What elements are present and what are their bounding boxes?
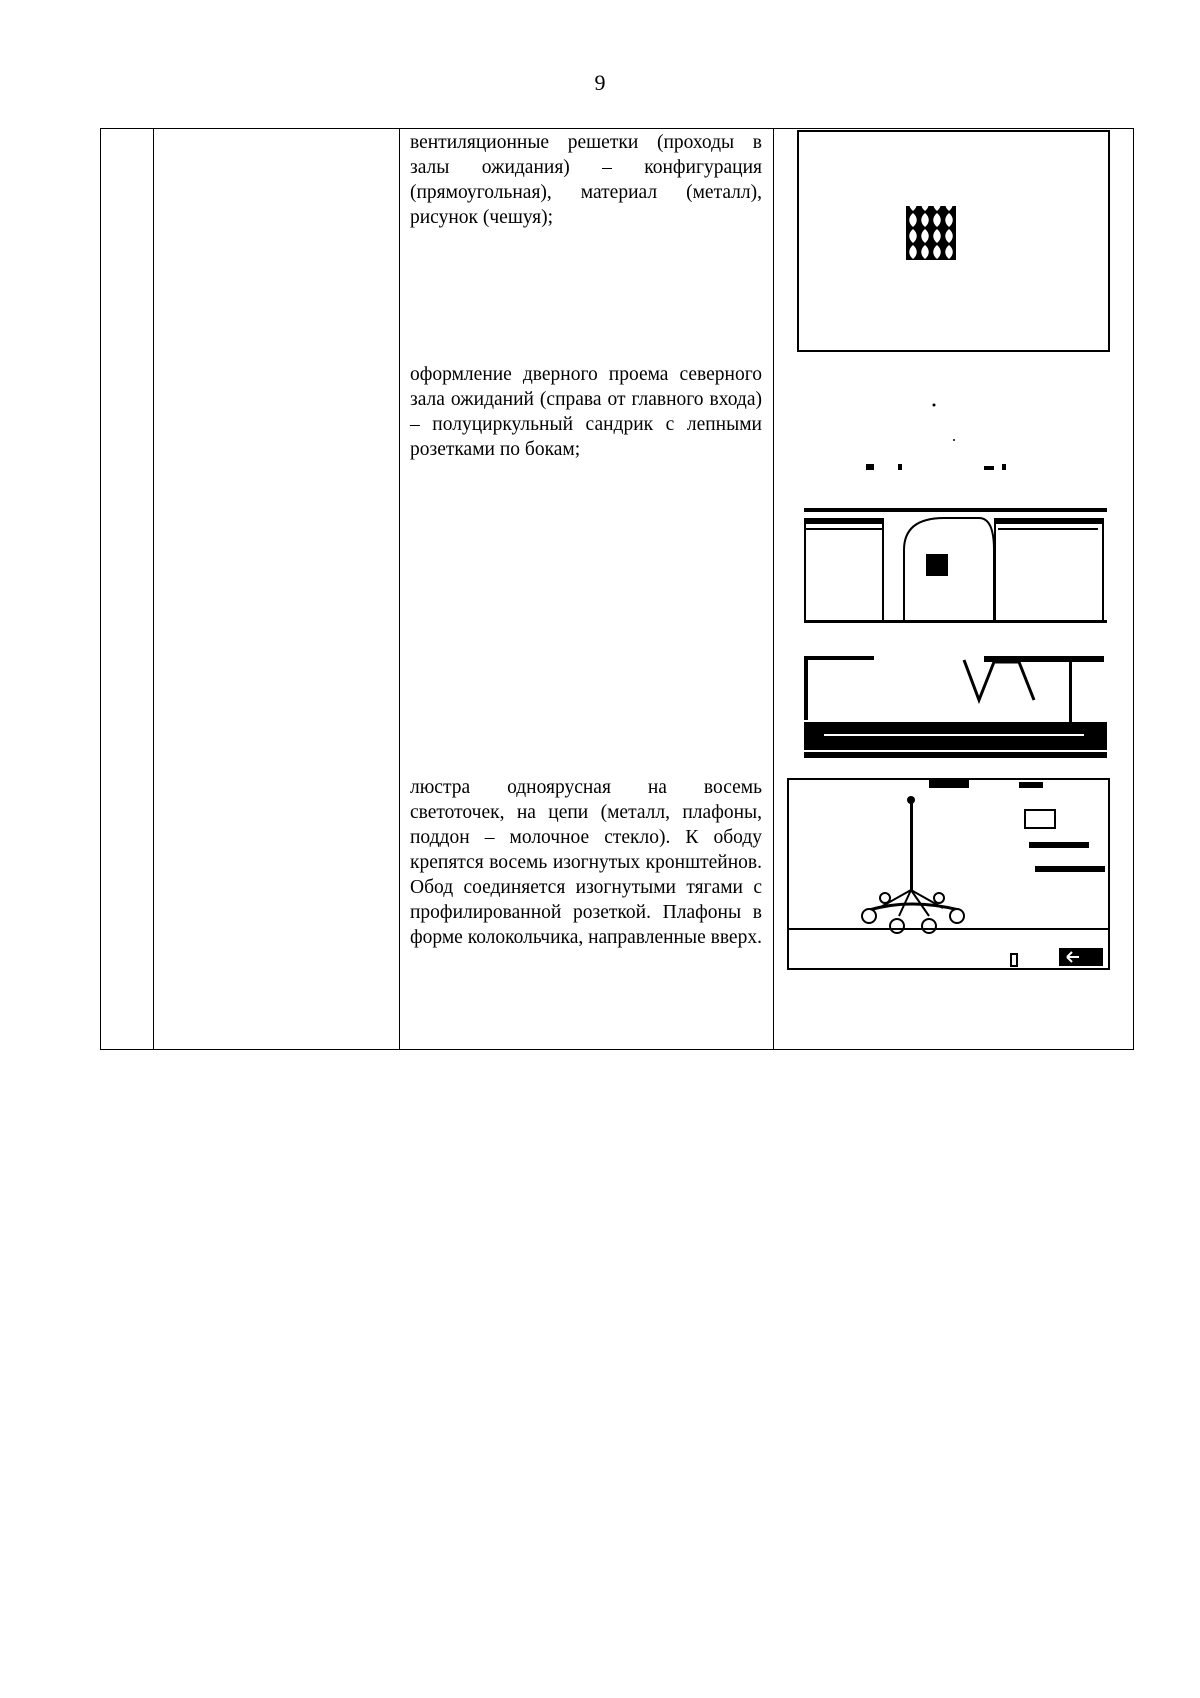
grille-pattern-icon [799,132,1108,350]
chandelier-photo [787,778,1110,970]
table-column-divider [153,129,154,1049]
table-column-divider [399,129,400,1049]
door-photo-icon [804,400,1107,762]
feature-description-door: оформление дверного проема северного зала ожиданий (справа от главного входа) – полуциркульный сандрик с лепными розетками по бокам; [410,364,762,460]
table-column-divider [773,129,774,1049]
door-opening-photo [804,400,1107,762]
page-number: 9 [594,70,606,95]
feature-description-chandelier: люстра одноярусная на восемь светоточек, на цепи (металл, плафоны, поддон – молочное стекло). К ободу крепятся восемь изогнутых кронштейнов. Обод соединяется изогнутыми тягами с профилированной розеткой. Плафоны в форме колокольчика, направленные вверх. [410,777,762,948]
chandelier-photo-icon [789,780,1108,968]
ventilation-grille-photo [797,130,1110,352]
feature-description-ventilation: вентиляционные решетки (проходы в залы ожидания) – конфигурация (прямоугольная), материал (металл), рисунок (чешуя); [410,132,762,228]
